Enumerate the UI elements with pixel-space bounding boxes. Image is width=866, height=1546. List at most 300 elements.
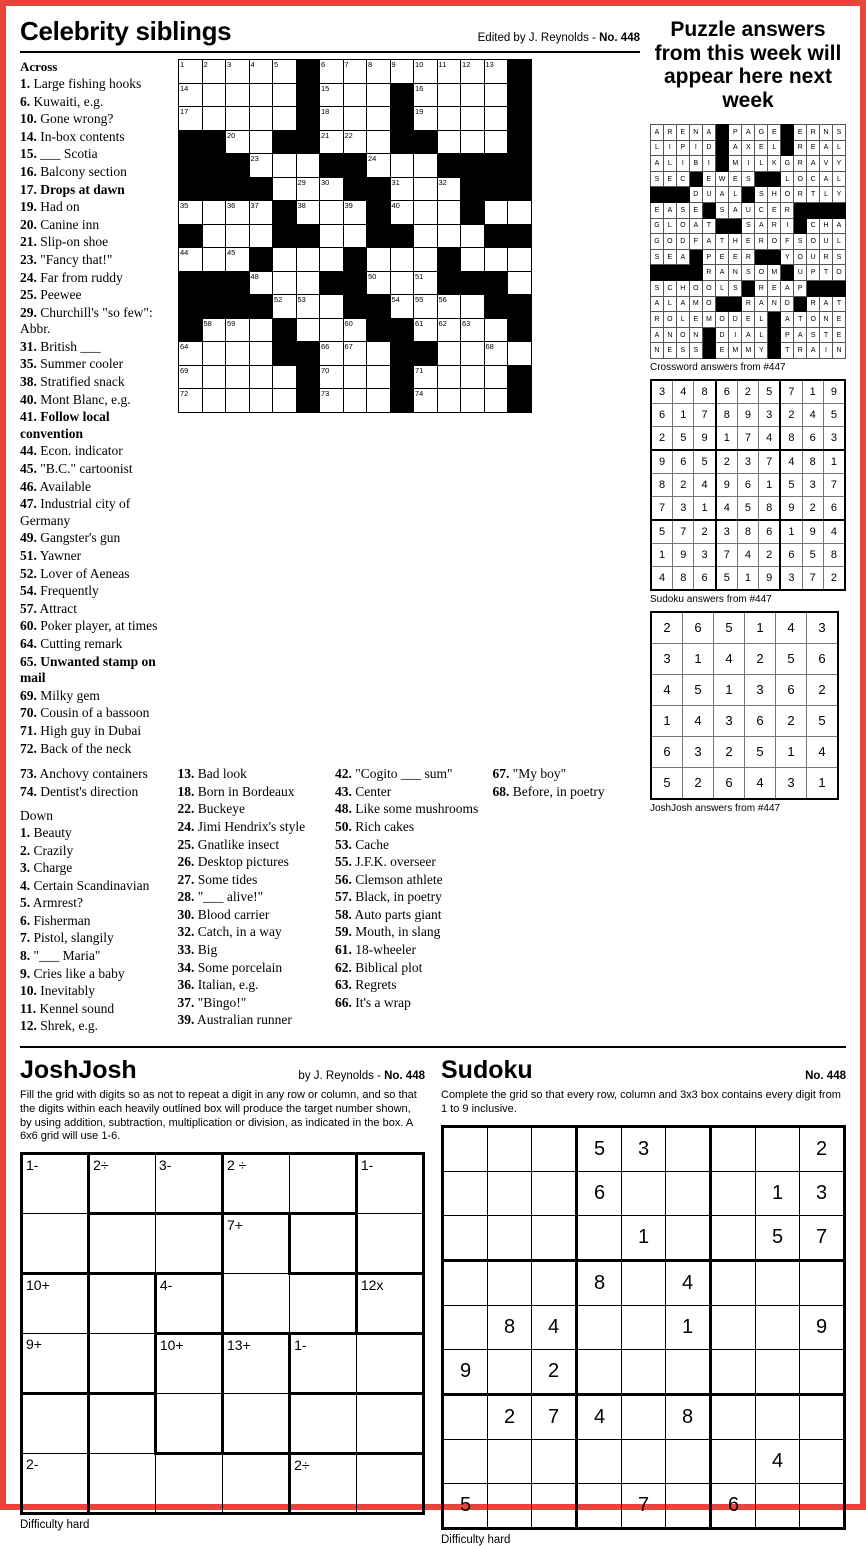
crossword-cell[interactable] bbox=[343, 107, 367, 131]
crossword-cell[interactable]: 45 bbox=[226, 248, 250, 272]
crossword-cell[interactable] bbox=[484, 365, 508, 389]
joshjosh-cell[interactable] bbox=[222, 1394, 289, 1454]
crossword-cell[interactable]: 3 bbox=[226, 60, 250, 84]
sudoku-cell[interactable]: 4 bbox=[577, 1394, 622, 1439]
crossword-cell[interactable] bbox=[226, 83, 250, 107]
crossword-cell[interactable] bbox=[461, 295, 485, 319]
crossword-cell[interactable]: 29 bbox=[296, 177, 320, 201]
crossword-cell[interactable] bbox=[320, 248, 344, 272]
sudoku-cell[interactable] bbox=[666, 1349, 711, 1394]
sudoku-cell[interactable]: 2 bbox=[532, 1349, 577, 1394]
crossword-cell[interactable] bbox=[367, 389, 391, 413]
answers-block bbox=[794, 296, 807, 312]
joshjosh-cell[interactable] bbox=[155, 1394, 222, 1454]
crossword-cell[interactable]: 22 bbox=[343, 130, 367, 154]
sudoku-cell[interactable] bbox=[666, 1483, 711, 1528]
crossword-cell[interactable] bbox=[249, 130, 273, 154]
crossword-cell[interactable] bbox=[437, 130, 461, 154]
crossword-cell[interactable]: 62 bbox=[437, 318, 461, 342]
joshjosh-cell[interactable] bbox=[356, 1454, 423, 1514]
crossword-cell[interactable]: 24 bbox=[367, 154, 391, 178]
sudoku-cell[interactable]: 8 bbox=[666, 1394, 711, 1439]
sudoku-cell[interactable]: 1 bbox=[622, 1215, 666, 1260]
clue-text: Poker player, at times bbox=[40, 618, 158, 634]
crossword-cell[interactable]: 23 bbox=[249, 154, 273, 178]
crossword-cell[interactable] bbox=[249, 83, 273, 107]
crossword-cell[interactable] bbox=[367, 248, 391, 272]
sudoku-cell[interactable] bbox=[711, 1305, 756, 1349]
crossword-cell[interactable] bbox=[296, 318, 320, 342]
crossword-cell[interactable] bbox=[484, 107, 508, 131]
joshjosh-cell[interactable] bbox=[155, 1214, 222, 1274]
joshjosh-cell[interactable]: 1- bbox=[22, 1154, 89, 1214]
joshjosh-cell[interactable] bbox=[356, 1394, 423, 1454]
crossword-cell[interactable] bbox=[484, 130, 508, 154]
sudoku-cell[interactable] bbox=[800, 1483, 845, 1528]
sudoku-cell[interactable] bbox=[532, 1483, 577, 1528]
answers-block bbox=[755, 171, 768, 187]
joshjosh-cell[interactable]: 10+ bbox=[155, 1334, 222, 1394]
joshjosh-cell[interactable] bbox=[22, 1394, 89, 1454]
sudoku-cell[interactable] bbox=[488, 1215, 532, 1260]
crossword-cell[interactable]: 50 bbox=[367, 271, 391, 295]
sudoku-cell[interactable]: 3 bbox=[622, 1126, 666, 1171]
crossword-cell[interactable]: 67 bbox=[343, 342, 367, 366]
crossword-cell[interactable]: 16 bbox=[414, 83, 438, 107]
crossword-cell[interactable]: 17 bbox=[179, 107, 203, 131]
crossword-cell[interactable]: 71 bbox=[414, 365, 438, 389]
crossword-cell[interactable]: 48 bbox=[249, 271, 273, 295]
crossword-cell[interactable] bbox=[249, 318, 273, 342]
crossword-cell[interactable] bbox=[320, 224, 344, 248]
sudoku-cell[interactable] bbox=[488, 1483, 532, 1528]
sudoku-cell[interactable] bbox=[443, 1305, 488, 1349]
crossword-cell[interactable] bbox=[414, 154, 438, 178]
sudoku-cell[interactable]: 9 bbox=[443, 1349, 488, 1394]
crossword-grid[interactable] bbox=[178, 59, 532, 413]
crossword-cell[interactable] bbox=[414, 177, 438, 201]
crossword-cell[interactable]: 1 bbox=[179, 60, 203, 84]
crossword-block bbox=[249, 295, 273, 319]
crossword-cell[interactable] bbox=[508, 201, 532, 225]
sudoku-cell[interactable] bbox=[666, 1439, 711, 1483]
joshjosh-cell[interactable] bbox=[89, 1334, 156, 1394]
sudoku-cell[interactable] bbox=[800, 1439, 845, 1483]
sudoku-cell[interactable] bbox=[443, 1260, 488, 1305]
crossword-cell[interactable] bbox=[367, 107, 391, 131]
sudoku-cell[interactable] bbox=[711, 1394, 756, 1439]
crossword-cell[interactable]: 2 bbox=[202, 60, 226, 84]
crossword-cell[interactable]: 74 bbox=[414, 389, 438, 413]
sudoku-cell[interactable] bbox=[532, 1260, 577, 1305]
joshjosh-cell[interactable] bbox=[356, 1214, 423, 1274]
crossword-cell[interactable]: 32 bbox=[437, 177, 461, 201]
joshjosh-cell[interactable]: 2- bbox=[22, 1454, 89, 1514]
clue-number: 6. bbox=[20, 912, 31, 928]
sudoku-cell[interactable]: 4 bbox=[532, 1305, 577, 1349]
crossword-cell[interactable]: 38 bbox=[296, 201, 320, 225]
sudoku-cell[interactable] bbox=[443, 1439, 488, 1483]
answers-cell: U bbox=[702, 187, 715, 203]
crossword-cell[interactable] bbox=[437, 201, 461, 225]
crossword-cell[interactable] bbox=[461, 389, 485, 413]
joshjosh-cell[interactable]: 10+ bbox=[22, 1274, 89, 1334]
crossword-cell[interactable] bbox=[249, 365, 273, 389]
crossword-cell[interactable] bbox=[437, 389, 461, 413]
crossword-cell[interactable] bbox=[202, 248, 226, 272]
sudoku-cell[interactable] bbox=[666, 1215, 711, 1260]
crossword-cell[interactable] bbox=[437, 224, 461, 248]
crossword-cell[interactable] bbox=[249, 107, 273, 131]
crossword-cell[interactable] bbox=[508, 342, 532, 366]
answers-cell: E bbox=[715, 249, 728, 265]
sudoku-cell[interactable] bbox=[711, 1171, 756, 1215]
crossword-cell[interactable] bbox=[484, 201, 508, 225]
crossword-cell[interactable] bbox=[273, 389, 297, 413]
sudoku-cell[interactable] bbox=[443, 1171, 488, 1215]
crossword-cell[interactable] bbox=[273, 365, 297, 389]
crossword-cell[interactable]: 7 bbox=[343, 60, 367, 84]
sudoku-cell[interactable]: 3 bbox=[800, 1171, 845, 1215]
crossword-cell[interactable] bbox=[414, 248, 438, 272]
crossword-cell[interactable]: 20 bbox=[226, 130, 250, 154]
answers-cell: P bbox=[807, 265, 820, 281]
crossword-cell[interactable] bbox=[367, 365, 391, 389]
joshjosh-cell[interactable]: 2÷ bbox=[89, 1154, 156, 1214]
sudoku-cell[interactable] bbox=[800, 1394, 845, 1439]
joshjosh-cell[interactable]: 9+ bbox=[22, 1334, 89, 1394]
crossword-cell[interactable]: 10 bbox=[414, 60, 438, 84]
crossword-cell[interactable] bbox=[202, 389, 226, 413]
crossword-cell[interactable] bbox=[320, 295, 344, 319]
joshjosh-cell[interactable]: 1- bbox=[356, 1154, 423, 1214]
sudoku-cell[interactable] bbox=[711, 1126, 756, 1171]
sudoku-answers-cell: 5 bbox=[802, 543, 823, 566]
crossword-cell[interactable]: 59 bbox=[226, 318, 250, 342]
joshjosh-cell[interactable]: 2 ÷ bbox=[222, 1154, 289, 1214]
crossword-cell[interactable]: 73 bbox=[320, 389, 344, 413]
sudoku-cell[interactable] bbox=[488, 1171, 532, 1215]
sudoku-cell[interactable]: 1 bbox=[756, 1171, 800, 1215]
crossword-cell[interactable] bbox=[249, 224, 273, 248]
joshjosh-cell[interactable] bbox=[222, 1454, 289, 1514]
crossword-cell[interactable] bbox=[202, 107, 226, 131]
sudoku-cell[interactable]: 8 bbox=[488, 1305, 532, 1349]
joshjosh-cell[interactable] bbox=[290, 1214, 357, 1274]
answers-cell: R bbox=[742, 249, 755, 265]
crossword-cell[interactable]: 9 bbox=[390, 60, 414, 84]
crossword-cell[interactable] bbox=[273, 154, 297, 178]
crossword-cell[interactable]: 18 bbox=[320, 107, 344, 131]
joshjosh-answers-cell: 5 bbox=[714, 612, 745, 644]
crossword-cell[interactable] bbox=[202, 342, 226, 366]
crossword-cell[interactable] bbox=[484, 83, 508, 107]
sudoku-cell[interactable] bbox=[488, 1260, 532, 1305]
clue-text: Peewee bbox=[40, 287, 82, 303]
crossword-cell[interactable] bbox=[343, 224, 367, 248]
joshjosh-cell[interactable] bbox=[22, 1214, 89, 1274]
sudoku-cell[interactable] bbox=[711, 1439, 756, 1483]
sudoku-cell[interactable]: 1 bbox=[666, 1305, 711, 1349]
crossword-cell[interactable] bbox=[437, 342, 461, 366]
crossword-cell[interactable] bbox=[202, 83, 226, 107]
clue-text: Slip-on shoe bbox=[40, 234, 109, 250]
sudoku-cell[interactable] bbox=[622, 1394, 666, 1439]
sudoku-cell[interactable] bbox=[577, 1215, 622, 1260]
crossword-cell[interactable] bbox=[437, 365, 461, 389]
crossword-cell[interactable]: 68 bbox=[484, 342, 508, 366]
crossword-cell[interactable] bbox=[320, 201, 344, 225]
crossword-cell[interactable] bbox=[202, 224, 226, 248]
sudoku-cell[interactable] bbox=[577, 1305, 622, 1349]
crossword-cell[interactable]: 60 bbox=[343, 318, 367, 342]
clue-across-10 bbox=[20, 111, 168, 128]
sudoku-cell[interactable] bbox=[443, 1126, 488, 1171]
joshjosh-grid[interactable] bbox=[20, 1152, 425, 1515]
crossword-cell[interactable] bbox=[249, 389, 273, 413]
crossword-cell[interactable]: 8 bbox=[367, 60, 391, 84]
crossword-cell[interactable]: 72 bbox=[179, 389, 203, 413]
crossword-cell[interactable] bbox=[343, 83, 367, 107]
crossword-cell[interactable]: 40 bbox=[390, 201, 414, 225]
crossword-cell[interactable]: 55 bbox=[414, 295, 438, 319]
crossword-cell[interactable] bbox=[273, 271, 297, 295]
sudoku-cell[interactable] bbox=[622, 1305, 666, 1349]
joshjosh-cell[interactable]: 12x bbox=[356, 1274, 423, 1334]
joshjosh-cell[interactable] bbox=[155, 1454, 222, 1514]
crossword-cell[interactable]: 36 bbox=[226, 201, 250, 225]
crossword-cell[interactable]: 15 bbox=[320, 83, 344, 107]
crossword-cell[interactable] bbox=[508, 248, 532, 272]
crossword-cell[interactable] bbox=[461, 224, 485, 248]
crossword-cell[interactable] bbox=[461, 365, 485, 389]
joshjosh-cell[interactable] bbox=[222, 1274, 289, 1334]
sudoku-cell[interactable] bbox=[488, 1126, 532, 1171]
crossword-cell[interactable]: 54 bbox=[390, 295, 414, 319]
sudoku-cell[interactable] bbox=[756, 1126, 800, 1171]
sudoku-cell[interactable] bbox=[622, 1349, 666, 1394]
crossword-cell[interactable]: 19 bbox=[414, 107, 438, 131]
sudoku-cell[interactable] bbox=[666, 1171, 711, 1215]
sudoku-cell[interactable] bbox=[756, 1483, 800, 1528]
sudoku-cell[interactable]: 6 bbox=[577, 1171, 622, 1215]
joshjosh-cell[interactable] bbox=[290, 1274, 357, 1334]
joshjosh-cell[interactable] bbox=[89, 1394, 156, 1454]
crossword-cell[interactable]: 53 bbox=[296, 295, 320, 319]
sudoku-cell[interactable]: 5 bbox=[756, 1215, 800, 1260]
crossword-cell[interactable] bbox=[461, 130, 485, 154]
sudoku-answers-cell: 8 bbox=[823, 543, 845, 566]
sudoku-cell[interactable] bbox=[756, 1260, 800, 1305]
sudoku-answers-cell: 9 bbox=[716, 473, 738, 496]
crossword-cell[interactable] bbox=[484, 389, 508, 413]
clue-number: 12. bbox=[20, 1018, 37, 1034]
answers-cell: E bbox=[832, 327, 845, 343]
sudoku-cell[interactable]: 7 bbox=[622, 1483, 666, 1528]
crossword-block bbox=[296, 130, 320, 154]
crossword-cell[interactable] bbox=[390, 271, 414, 295]
crossword-cell[interactable] bbox=[437, 107, 461, 131]
crossword-cell[interactable] bbox=[484, 318, 508, 342]
crossword-cell[interactable] bbox=[273, 248, 297, 272]
sudoku-cell[interactable] bbox=[666, 1126, 711, 1171]
crossword-cell[interactable] bbox=[273, 107, 297, 131]
crossword-cell[interactable] bbox=[367, 130, 391, 154]
answers-cell: A bbox=[715, 187, 728, 203]
crossword-cell[interactable] bbox=[202, 201, 226, 225]
crossword-cell[interactable] bbox=[414, 224, 438, 248]
crossword-cell[interactable]: 63 bbox=[461, 318, 485, 342]
crossword-cell[interactable]: 31 bbox=[390, 177, 414, 201]
answers-block bbox=[715, 156, 728, 172]
crossword-cell[interactable] bbox=[249, 342, 273, 366]
sudoku-cell[interactable]: 8 bbox=[577, 1260, 622, 1305]
joshjosh-cell[interactable] bbox=[89, 1274, 156, 1334]
sudoku-cell[interactable] bbox=[622, 1171, 666, 1215]
crossword-cell[interactable] bbox=[296, 248, 320, 272]
sudoku-cell[interactable] bbox=[532, 1126, 577, 1171]
sudoku-cell[interactable] bbox=[800, 1349, 845, 1394]
crossword-cell[interactable] bbox=[461, 83, 485, 107]
sudoku-cell[interactable]: 9 bbox=[800, 1305, 845, 1349]
crossword-cell[interactable] bbox=[484, 248, 508, 272]
sudoku-cell[interactable] bbox=[711, 1260, 756, 1305]
crossword-cell[interactable] bbox=[343, 365, 367, 389]
crossword-cell[interactable]: 51 bbox=[414, 271, 438, 295]
joshjosh-cell[interactable] bbox=[290, 1154, 357, 1214]
crossword-cell[interactable]: 13 bbox=[484, 60, 508, 84]
crossword-cell[interactable]: 64 bbox=[179, 342, 203, 366]
crossword-cell[interactable] bbox=[273, 83, 297, 107]
sudoku-cell[interactable]: 4 bbox=[666, 1260, 711, 1305]
sudoku-cell[interactable] bbox=[756, 1305, 800, 1349]
crossword-cell[interactable] bbox=[414, 201, 438, 225]
sudoku-cell[interactable]: 5 bbox=[443, 1483, 488, 1528]
crossword-cell[interactable] bbox=[508, 271, 532, 295]
sudoku-cell[interactable] bbox=[577, 1439, 622, 1483]
clue-number: 66. bbox=[335, 994, 352, 1010]
sudoku-cell[interactable] bbox=[756, 1394, 800, 1439]
crossword-cell[interactable] bbox=[367, 83, 391, 107]
clue-down-63 bbox=[335, 977, 483, 994]
crossword-block bbox=[296, 60, 320, 84]
answers-block bbox=[689, 249, 702, 265]
sudoku-cell[interactable]: 6 bbox=[711, 1483, 756, 1528]
clue-text: Bad look bbox=[197, 766, 247, 782]
crossword-cell[interactable] bbox=[390, 248, 414, 272]
answers-cell: E bbox=[729, 249, 742, 265]
crossword-cell[interactable]: 35 bbox=[179, 201, 203, 225]
joshjosh-cell[interactable] bbox=[89, 1454, 156, 1514]
sudoku-cell[interactable]: 5 bbox=[577, 1126, 622, 1171]
sudoku-cell[interactable] bbox=[800, 1260, 845, 1305]
crossword-cell[interactable]: 30 bbox=[320, 177, 344, 201]
crossword-cell[interactable]: 6 bbox=[320, 60, 344, 84]
sudoku-cell[interactable]: 2 bbox=[488, 1394, 532, 1439]
sudoku-cell[interactable] bbox=[443, 1394, 488, 1439]
crossword-cell[interactable] bbox=[461, 107, 485, 131]
joshjosh-cell[interactable]: 1- bbox=[290, 1334, 357, 1394]
sudoku-cell[interactable] bbox=[488, 1439, 532, 1483]
crossword-cell[interactable] bbox=[226, 365, 250, 389]
sudoku-answers-cell: 2 bbox=[673, 473, 694, 496]
crossword-cell[interactable]: 56 bbox=[437, 295, 461, 319]
sudoku-cell[interactable]: 2 bbox=[800, 1126, 845, 1171]
crossword-cell[interactable]: 37 bbox=[249, 201, 273, 225]
sudoku-cell[interactable] bbox=[488, 1349, 532, 1394]
crossword-cell[interactable]: 44 bbox=[179, 248, 203, 272]
crossword-cell[interactable]: 14 bbox=[179, 83, 203, 107]
crossword-cell[interactable] bbox=[226, 224, 250, 248]
sudoku-cell[interactable] bbox=[532, 1439, 577, 1483]
sudoku-cell[interactable] bbox=[532, 1215, 577, 1260]
crossword-cell[interactable]: 52 bbox=[273, 295, 297, 319]
joshjosh-cell[interactable]: 2÷ bbox=[290, 1454, 357, 1514]
crossword-cell[interactable]: 11 bbox=[437, 60, 461, 84]
crossword-cell[interactable] bbox=[437, 83, 461, 107]
crossword-cell[interactable]: 61 bbox=[414, 318, 438, 342]
sudoku-cell[interactable]: 7 bbox=[800, 1215, 845, 1260]
crossword-cell[interactable] bbox=[273, 177, 297, 201]
joshjosh-cell[interactable] bbox=[89, 1214, 156, 1274]
crossword-cell[interactable]: 39 bbox=[343, 201, 367, 225]
sudoku-cell[interactable] bbox=[756, 1349, 800, 1394]
crossword-cell[interactable] bbox=[461, 248, 485, 272]
sudoku-cell[interactable] bbox=[711, 1349, 756, 1394]
crossword-cell[interactable] bbox=[226, 389, 250, 413]
crossword-cell[interactable] bbox=[367, 342, 391, 366]
crossword-cell[interactable] bbox=[296, 271, 320, 295]
crossword-cell[interactable]: 4 bbox=[249, 60, 273, 84]
crossword-cell[interactable] bbox=[320, 318, 344, 342]
sudoku-cell[interactable] bbox=[711, 1215, 756, 1260]
crossword-cell[interactable] bbox=[461, 342, 485, 366]
sudoku-cell[interactable] bbox=[622, 1260, 666, 1305]
sudoku-cell[interactable] bbox=[622, 1439, 666, 1483]
crossword-cell[interactable]: 5 bbox=[273, 60, 297, 84]
sudoku-cell[interactable] bbox=[443, 1215, 488, 1260]
crossword-cell[interactable]: 21 bbox=[320, 130, 344, 154]
sudoku-cell[interactable] bbox=[577, 1483, 622, 1528]
joshjosh-cell[interactable]: 4- bbox=[155, 1274, 222, 1334]
joshjosh-cell[interactable] bbox=[356, 1334, 423, 1394]
joshjosh-cell[interactable]: 3- bbox=[155, 1154, 222, 1214]
crossword-cell[interactable]: 69 bbox=[179, 365, 203, 389]
crossword-block bbox=[484, 154, 508, 178]
crossword-cell[interactable] bbox=[202, 365, 226, 389]
joshjosh-cell[interactable] bbox=[290, 1394, 357, 1454]
sudoku-cell[interactable] bbox=[577, 1349, 622, 1394]
sudoku-grid[interactable] bbox=[441, 1125, 846, 1530]
crossword-cell[interactable]: 12 bbox=[461, 60, 485, 84]
crossword-cell[interactable] bbox=[390, 154, 414, 178]
joshjosh-cell[interactable]: 7+ bbox=[222, 1214, 289, 1274]
answers-cell: M bbox=[689, 296, 702, 312]
sudoku-cell[interactable]: 4 bbox=[756, 1439, 800, 1483]
answers-cell: R bbox=[794, 187, 807, 203]
crossword-cell[interactable]: 66 bbox=[320, 342, 344, 366]
crossword-cell[interactable]: 70 bbox=[320, 365, 344, 389]
crossword-cell[interactable] bbox=[226, 342, 250, 366]
crossword-cell[interactable] bbox=[296, 154, 320, 178]
joshjosh-cell[interactable]: 13+ bbox=[222, 1334, 289, 1394]
crossword-cell[interactable] bbox=[226, 107, 250, 131]
crossword-cell[interactable] bbox=[343, 389, 367, 413]
crossword-cell[interactable]: 58 bbox=[202, 318, 226, 342]
clue-number: 9. bbox=[20, 965, 31, 981]
sudoku-cell[interactable] bbox=[532, 1171, 577, 1215]
sudoku-cell[interactable]: 7 bbox=[532, 1394, 577, 1439]
